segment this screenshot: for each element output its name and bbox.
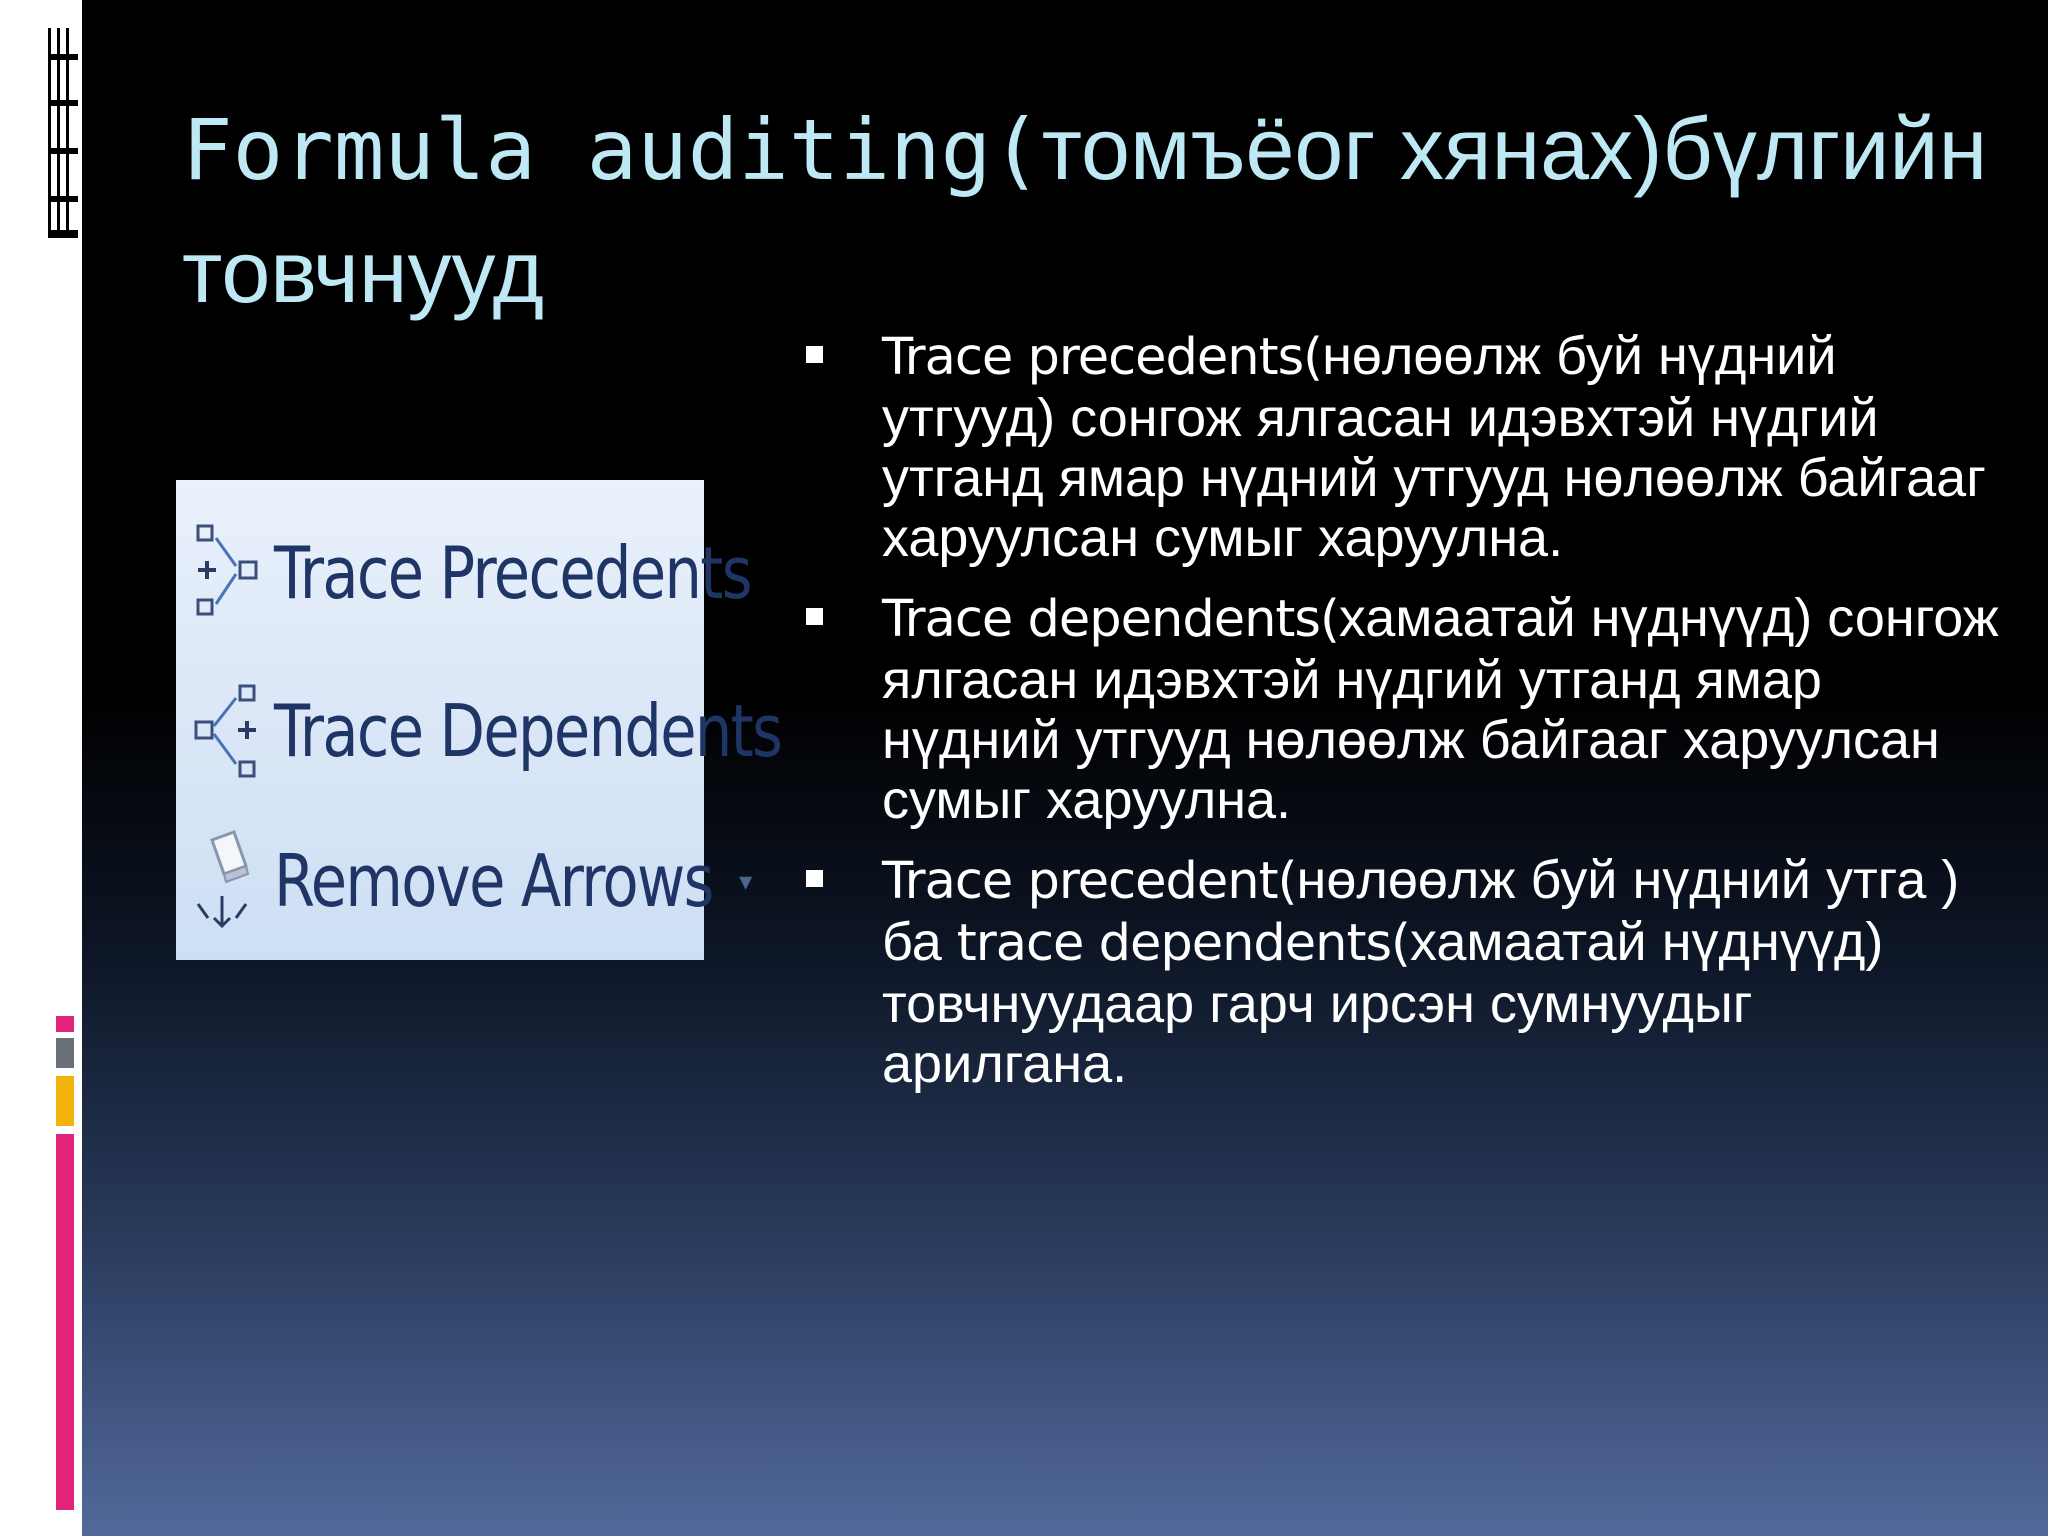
eraser-icon [190, 826, 262, 936]
bullet-term-2: trace dependents( [956, 914, 1410, 973]
accent-bar-pink-long [56, 1134, 74, 1510]
ribbon-item-trace-precedents [190, 518, 856, 628]
title-part3: бүлгийн товчнууд [182, 99, 1988, 321]
bullet-text-2: хамаатай нүднүүд) товчнуудаар гарч ирсэн сумнуудыг арилгана. [882, 912, 1884, 1094]
square-bullet-icon [806, 870, 823, 887]
slide-title [182, 88, 2002, 333]
accent-bar-pink-top [56, 1016, 74, 1032]
trace-precedents-icon [190, 518, 262, 628]
trace-precedents-label: Trace Precedents [274, 531, 751, 615]
title-part1: Formula auditing( [182, 101, 1042, 199]
bullet-text: хамаатай нүднүүд) сонгож ялгасан идэвхтэй нүдгий утганд ямар нүдний утгууд нөлөөлж байгааг харуулсан сумыг харуулна. [882, 588, 1999, 830]
trace-dependents-label: Trace Dependents [274, 689, 782, 773]
bullet-list [806, 326, 2006, 1114]
chevron-down-icon: ▾ [739, 865, 753, 896]
bullet-item [806, 588, 2006, 830]
formula-auditing-ribbon-image [176, 480, 782, 960]
bullet-item [806, 850, 2006, 1094]
decorative-grid-icon [48, 28, 78, 238]
ribbon-item-remove-arrows [190, 826, 752, 936]
accent-bar-gray [56, 1038, 74, 1068]
bullet-item [806, 326, 2006, 568]
bullet-text: нөлөөлж буй нүдний утгууд) сонгож ялгасан идэвхтэй нүдгий утганд ямар нүдний утгууд нөлөөлж байгааг харуулсан сумыг харуулна. [882, 326, 1986, 568]
title-part2: томъёог хянах) [1041, 99, 1663, 198]
remove-arrows-label: Remove Arrows [274, 839, 713, 923]
bullet-term: Trace precedent( [882, 852, 1297, 911]
bullet-term: Trace dependents( [882, 590, 1339, 649]
ribbon-item-trace-dependents [190, 676, 893, 786]
bullet-term: Trace precedents( [882, 328, 1323, 387]
accent-bar-gold [56, 1076, 74, 1126]
bullet-text: нөлөөлж буй нүдний утга ) ба [882, 850, 1960, 972]
square-bullet-icon [806, 608, 823, 625]
trace-dependents-icon [190, 676, 262, 786]
square-bullet-icon [806, 346, 823, 363]
